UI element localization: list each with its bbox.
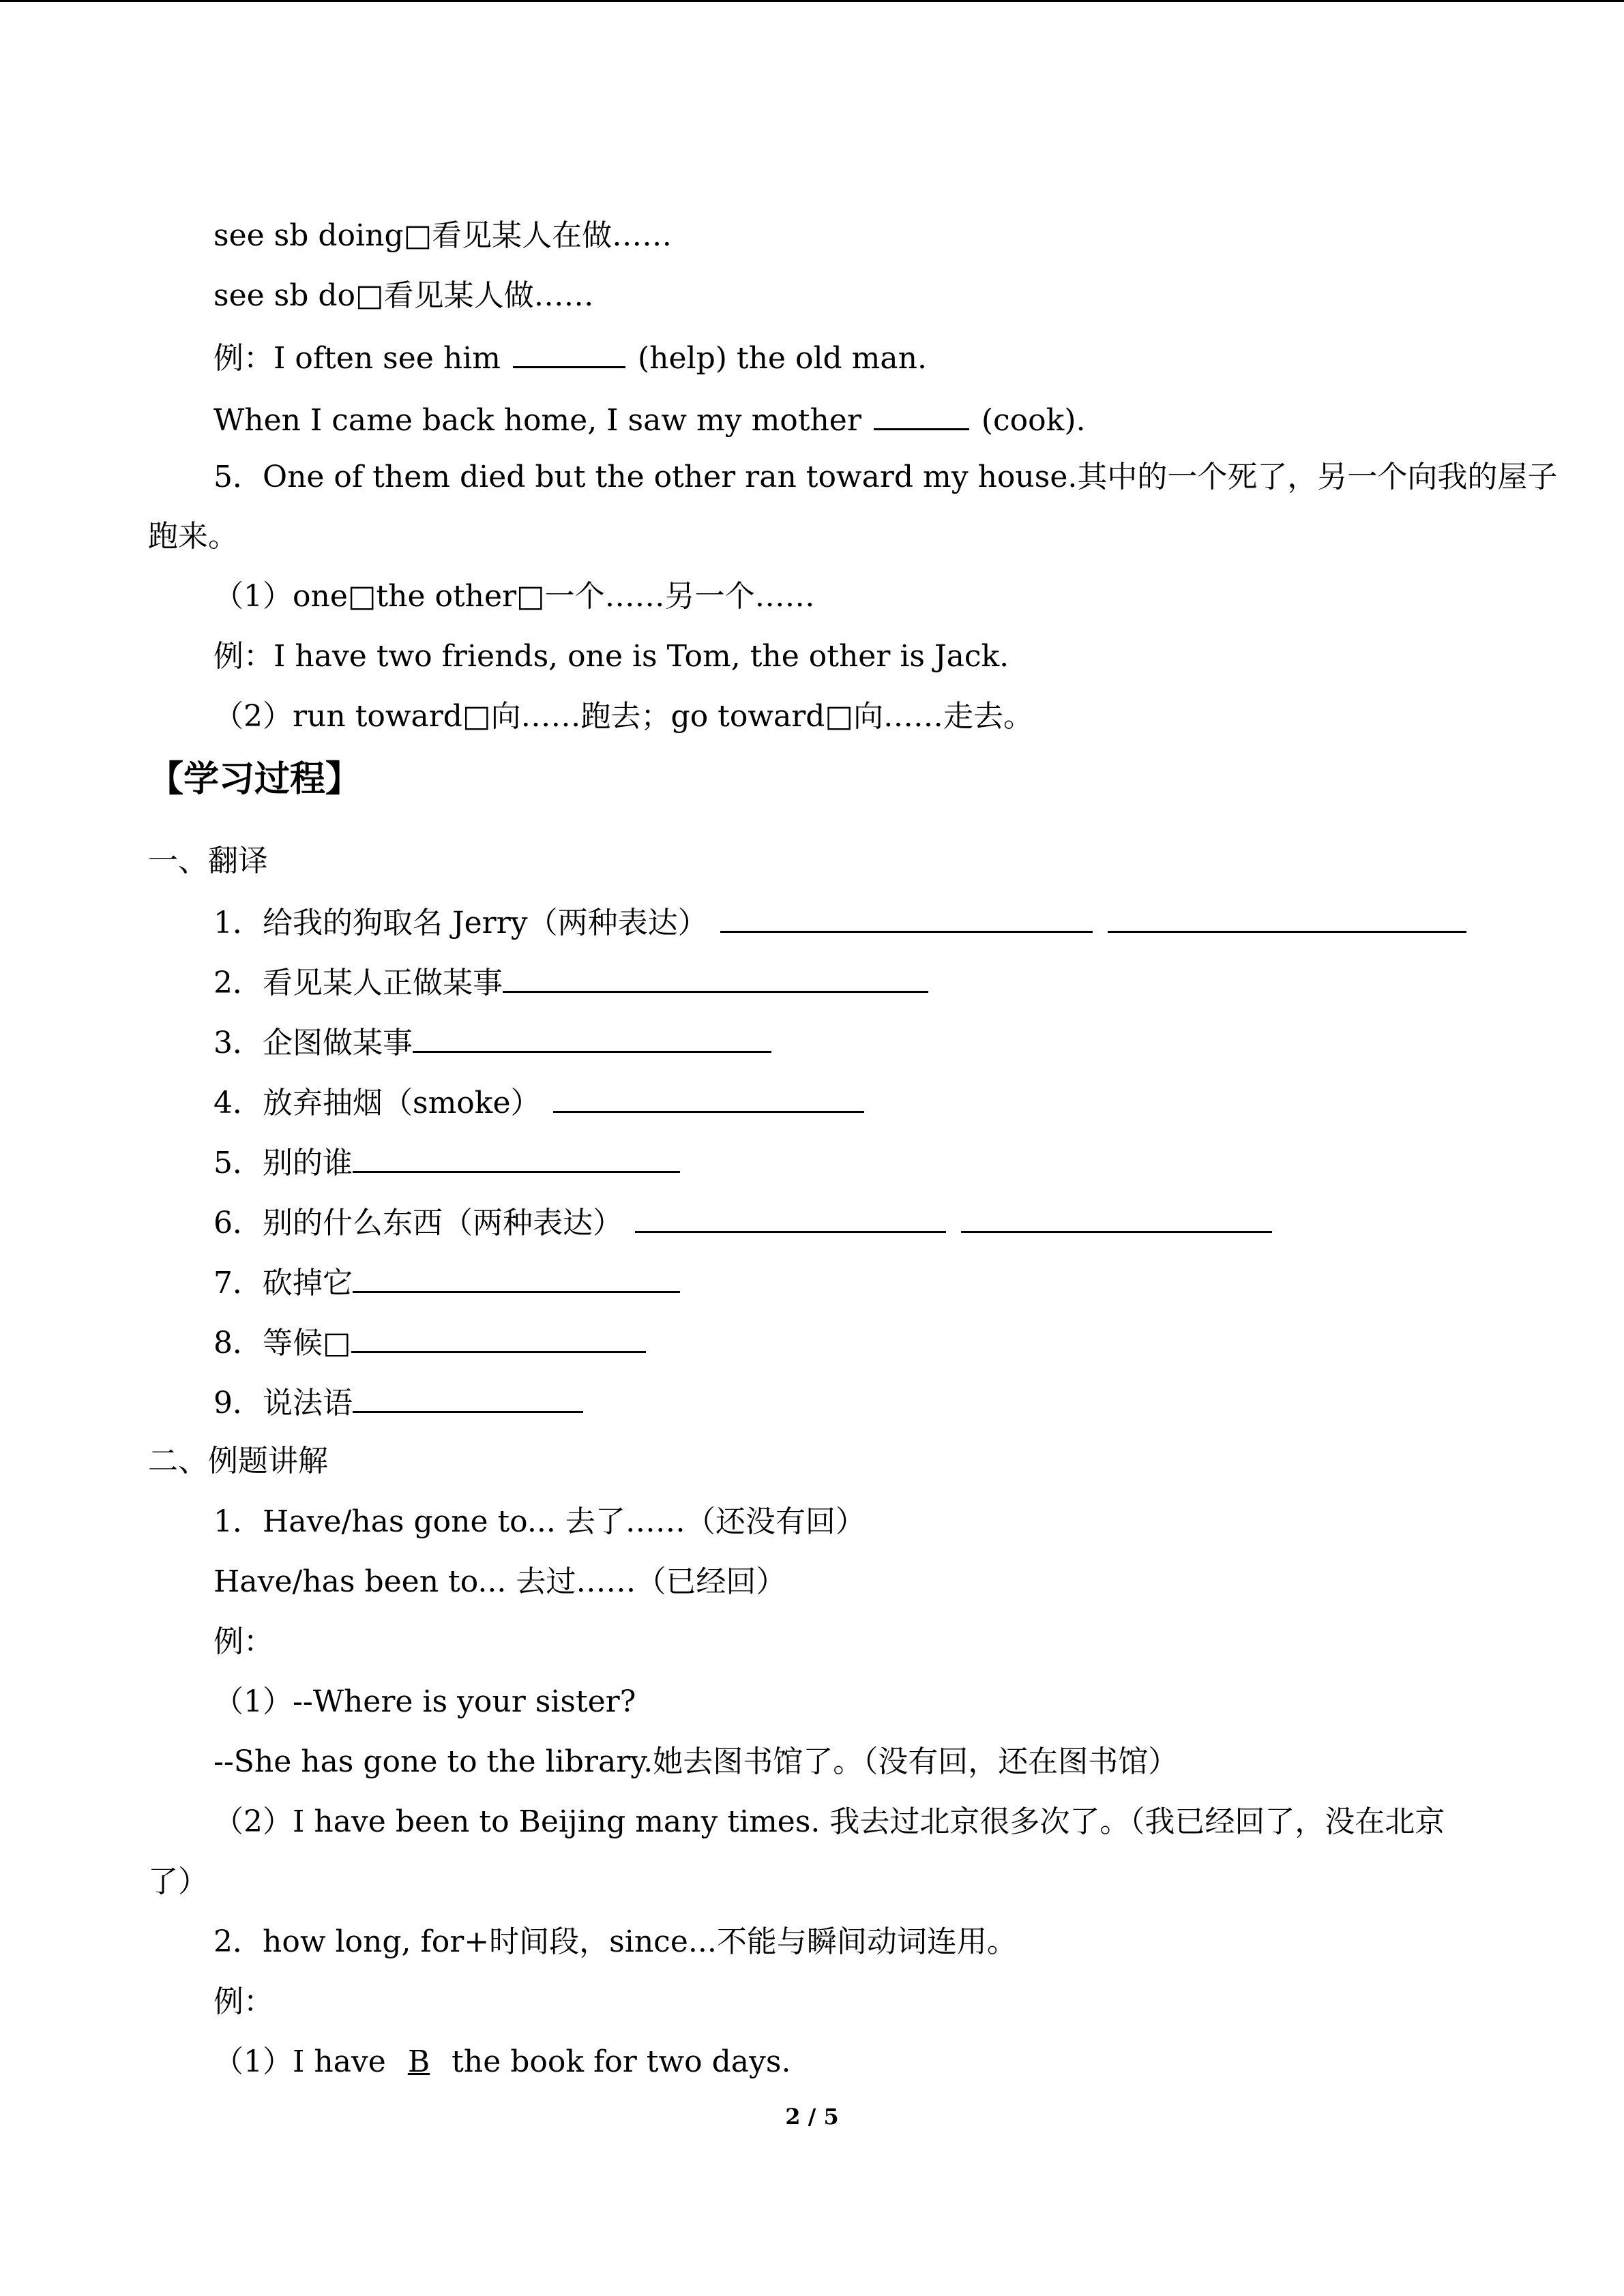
translate-item-label: 6．别的什么东西（两种表达） — [213, 1206, 623, 1240]
example-q3-before: （1）I have — [213, 2044, 386, 2079]
item5-line1: 5．One of them died but the other ran toward my house.其中的一个死了，另一个向我的屋子 — [213, 460, 1558, 494]
translate-item-label: 3．企图做某事 — [213, 1026, 413, 1060]
section2-title: 二、例题讲解 — [148, 1444, 328, 1478]
item5-example: 例：I have two friends, one is Tom, the other is Jack. — [213, 639, 1009, 674]
example-q1: （1）--Where is your sister? — [213, 1684, 636, 1719]
answer-blank[interactable] — [874, 398, 969, 430]
example-q2-line1: （2）I have been to Beijing many times. 我去过北京很多次了。（我已经回了，没在北京 — [213, 1804, 1445, 1839]
section-heading: 【学习过程】 — [148, 758, 361, 800]
example-help-after: (help) the old man. — [637, 341, 927, 376]
translate-item-8 — [213, 1321, 649, 1362]
example-label: 例： — [213, 1984, 274, 2019]
translate-item-6 — [213, 1201, 1275, 1242]
answer-blank[interactable] — [351, 1321, 646, 1353]
item5-sub2: （2）run toward□向……跑去；go toward□向……走去。 — [213, 699, 1034, 734]
answer-blank[interactable] — [720, 901, 1093, 933]
answer-blank[interactable] — [353, 1141, 680, 1173]
grammar-point-1b: Have/has been to... 去过……（已经回） — [213, 1564, 786, 1599]
answer-blank[interactable] — [503, 961, 928, 993]
answer-blank[interactable] — [553, 1081, 864, 1113]
answer-blank[interactable] — [635, 1201, 946, 1233]
example-q3-after: the book for two days. — [452, 2044, 791, 2079]
answer-blank[interactable] — [353, 1261, 680, 1293]
translate-item-label: 4．放弃抽烟（smoke） — [213, 1086, 541, 1120]
example-q3 — [213, 2042, 791, 2083]
grammar-point-1: 1．Have/has gone to... 去了……（还没有回） — [213, 1504, 866, 1539]
example-cook-before: When I came back home, I saw my mother — [213, 403, 861, 438]
text-line: see sb doing□看见某人在做…… — [213, 218, 673, 253]
example-cook — [213, 398, 1085, 439]
translate-item-4 — [213, 1081, 867, 1122]
translate-item-3 — [213, 1021, 774, 1062]
text-line: see sb do□看见某人做…… — [213, 278, 594, 313]
page-top-border — [0, 0, 1624, 2]
translate-item-label: 1．给我的狗取名 Jerry（两种表达） — [213, 906, 708, 940]
translate-item-1 — [213, 901, 1469, 942]
translate-item-label: 2．看见某人正做某事 — [213, 966, 503, 1000]
answer-blank[interactable] — [1108, 901, 1466, 933]
answer-blank[interactable] — [513, 336, 625, 368]
translate-item-label: 9．说法语 — [213, 1386, 353, 1420]
item5-line2: 跑来。 — [148, 519, 238, 554]
item5-sub1: （1）one□the other□一个……另一个…… — [213, 579, 815, 614]
grammar-point-2: 2．how long, for+时间段，since...不能与瞬间动词连用。 — [213, 1924, 1017, 1959]
section1-title: 一、翻译 — [148, 844, 268, 878]
filled-answer: B — [407, 2044, 430, 2079]
translate-item-label: 7．砍掉它 — [213, 1266, 353, 1300]
example-help — [213, 336, 927, 377]
translate-item-5 — [213, 1141, 683, 1182]
example-q2-line2: 了） — [148, 1864, 208, 1899]
translate-item-2 — [213, 961, 931, 1002]
example-cook-after: (cook). — [981, 403, 1086, 438]
example-a1: --She has gone to the library.她去图书馆了。（没有回，还在图书馆） — [213, 1744, 1179, 1779]
translate-item-label: 8．等候□ — [213, 1326, 351, 1360]
answer-blank[interactable] — [961, 1201, 1272, 1233]
example-help-before: 例：I often see him — [213, 341, 501, 376]
answer-blank[interactable] — [353, 1381, 583, 1413]
answer-blank[interactable] — [413, 1021, 771, 1053]
page-number: 2 / 5 — [785, 2104, 839, 2130]
example-label: 例： — [213, 1624, 274, 1659]
translate-item-label: 5．别的谁 — [213, 1146, 353, 1180]
translate-item-9 — [213, 1381, 586, 1422]
translate-item-7 — [213, 1261, 683, 1302]
